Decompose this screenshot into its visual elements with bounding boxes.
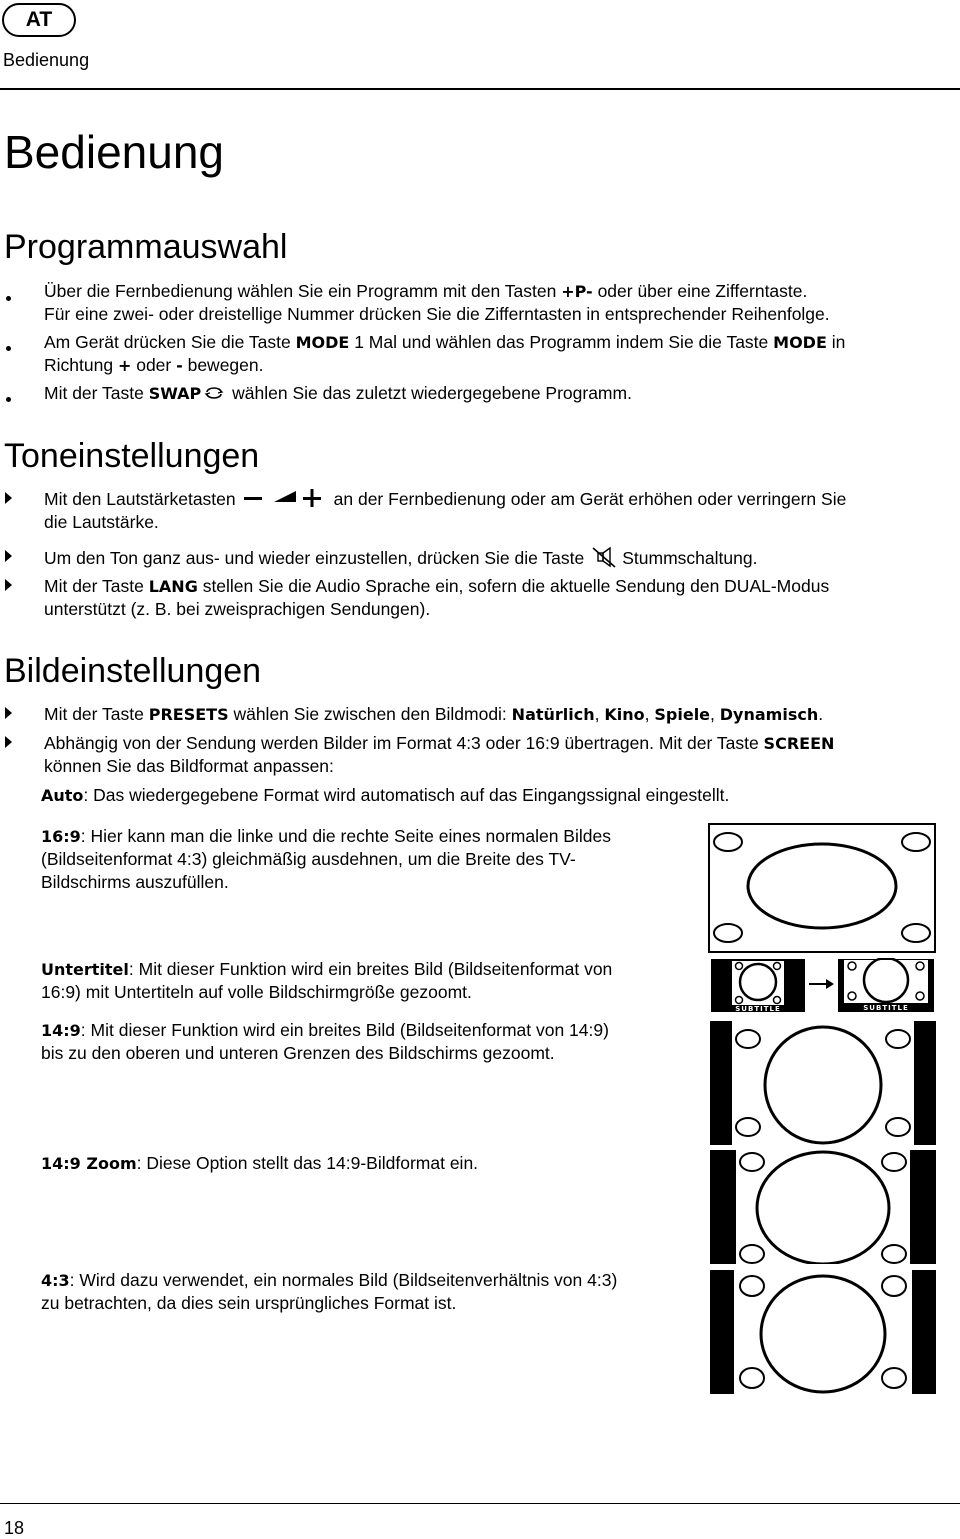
prog-bullet-1-line-2: Für eine zwei- oder dreistellige Nummer drücken Sie die Zifferntasten in entsprechender Reihenfolge. — [44, 304, 830, 324]
ton-heading: Toneinstellungen — [4, 437, 260, 475]
format-14-9-zoom-illustration — [710, 1150, 936, 1264]
format-16-9-line-2: (Bildseitenformat 4:3) gleichmäßig ausdehnen, um die Breite des TV- — [41, 849, 576, 869]
ton-bullet-2: Um den Ton ganz aus- und wieder einzustellen, drücken Sie die Taste Stummschaltung. — [44, 548, 758, 568]
swap-icon — [203, 386, 225, 400]
format-14-9-illustration — [710, 1021, 936, 1145]
ton-bullet-1-line-2: die Lautstärke. — [44, 512, 159, 532]
format-16-9-illustration — [708, 823, 936, 953]
bullet-dot — [6, 397, 11, 402]
format-16-9-line-3: Bildschirms auszufüllen. — [41, 872, 229, 892]
format-untertitel-line-2: 16:9) mit Untertiteln auf volle Bildschirmgröße gezoomt. — [41, 982, 472, 1002]
footer-rule — [0, 1503, 960, 1504]
format-14-9-line-2: bis zu den oberen und unteren Grenzen des Bildschirms gezoomt. — [41, 1043, 555, 1063]
format-untertitel-illustration — [710, 958, 936, 1014]
page-title: Bedienung — [4, 126, 224, 178]
bullet-arrow — [5, 492, 12, 504]
header-rule — [0, 88, 960, 90]
bild-heading: Bildeinstellungen — [4, 652, 262, 690]
ton-bullet-1-line-1: Mit den Lautstärketasten an der Fernbedienung oder am Gerät erhöhen oder verringern Sie — [44, 489, 847, 509]
mute-icon — [590, 546, 618, 568]
bullet-arrow — [5, 550, 12, 562]
bullet-arrow — [5, 707, 12, 719]
bullet-dot — [6, 296, 11, 301]
format-4-3-illustration — [710, 1270, 936, 1394]
country-badge: AT — [2, 3, 76, 37]
bild-bullet-2-line-1: Abhängig von der Sendung werden Bilder im Format 4:3 oder 16:9 übertragen. Mit der Taste SCREEN — [44, 733, 835, 753]
volume-icon — [244, 488, 328, 508]
format-4-3-line-1: 4:3: Wird dazu verwendet, ein normales Bild (Bildseitenverhältnis von 4:3) — [41, 1270, 618, 1290]
format-14-9-zoom: 14:9 Zoom: Diese Option stellt das 14:9-Bildformat ein. — [41, 1153, 479, 1173]
format-14-9-line-1: 14:9: Mit dieser Funktion wird ein breites Bild (Bildseitenformat von 14:9) — [41, 1020, 609, 1040]
format-16-9-line-1: 16:9: Hier kann man die linke und die rechte Seite eines normalen Bildes — [41, 826, 611, 846]
bullet-dot — [6, 346, 11, 351]
prog-bullet-2-line-2: Richtung + oder - bewegen. — [44, 355, 264, 375]
programmauswahl-heading: Programmauswahl — [4, 228, 288, 266]
bullet-arrow — [5, 736, 12, 748]
bild-bullet-1: Mit der Taste PRESETS wählen Sie zwischen den Bildmodi: Natürlich, Kino, Spiele, Dynamisch. — [44, 704, 824, 724]
subtitle-label: SUBTITLE — [863, 1004, 909, 1012]
subtitle-label: SUBTITLE — [735, 1005, 781, 1013]
prog-bullet-2-line-1: Am Gerät drücken Sie die Taste MODE 1 Mal und wählen das Programm indem Sie die Taste MODE in — [44, 332, 846, 352]
prog-bullet-3: Mit der Taste SWAP wählen Sie das zuletzt wiedergegebene Programm. — [44, 383, 632, 403]
ton-bullet-3-line-2: unterstützt (z. B. bei zweisprachigen Sendungen). — [44, 599, 431, 619]
format-untertitel-line-1: Untertitel: Mit dieser Funktion wird ein breites Bild (Bildseitenformat von — [41, 959, 613, 979]
format-4-3-line-2: zu betrachten, da dies sein ursprüngliches Format ist. — [41, 1293, 457, 1313]
page-number: 18 — [4, 1518, 25, 1538]
ton-bullet-3-line-1: Mit der Taste LANG stellen Sie die Audio Sprache ein, sofern die aktuelle Sendung den DUAL-Modus — [44, 576, 830, 596]
section-label: Bedienung — [3, 50, 90, 70]
prog-bullet-1-line-1: Über die Fernbedienung wählen Sie ein Programm mit den Tasten +P- oder über eine Zifferntaste. — [44, 281, 808, 301]
format-auto: Auto: Das wiedergegebene Format wird automatisch auf das Eingangssignal eingestellt. — [41, 785, 730, 805]
bild-bullet-2-line-2: können Sie das Bildformat anpassen: — [44, 756, 334, 776]
bullet-arrow — [5, 579, 12, 591]
